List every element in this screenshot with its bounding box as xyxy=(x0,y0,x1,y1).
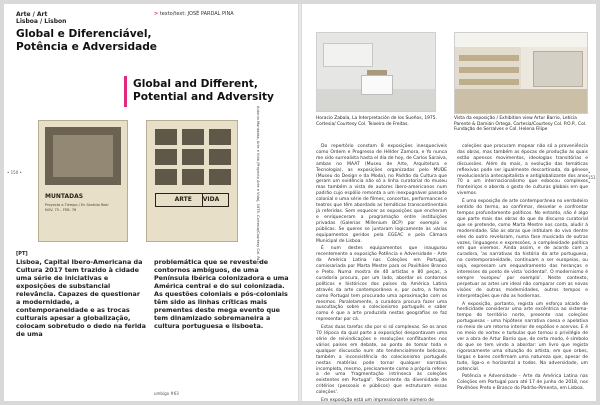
photo-floor xyxy=(455,89,587,113)
photo-shelf xyxy=(459,67,519,73)
artwork-photo xyxy=(45,127,121,185)
photo-window xyxy=(533,51,583,87)
title-english xyxy=(124,76,292,107)
photo-ceiling xyxy=(455,33,587,47)
photo-pedestal xyxy=(361,75,393,95)
photo-zabala-installation xyxy=(316,32,436,112)
magazine-spread xyxy=(4,4,596,404)
photo-caption-1: Horacio Zabala, La Interpretación de los Sueños, 1975. Cortesia/ Courtesy Col. Teixeira de Freitas. xyxy=(316,116,437,127)
vida-word: VIDA xyxy=(202,196,220,203)
section-line-1: Arte / Art xyxy=(16,11,48,18)
side-caption-text: Antonio Muntadas, Arte e Vida (Proyecto Arte e Vida), 1975. Cortesia/Courtesy Col. RLD xyxy=(256,106,260,264)
byline xyxy=(154,11,234,17)
body-paragraph: Estas duas tarefas são por si só complexas. Se os anos 70 (época da qual parte a exposição) despontavam uma série de reivindicações e resoluções conflituantes nos vários países em debate, ao ponto de tomar toda e qualquer discussão num ato tendencialmente belicoso, também a inconsistência do colecionismo português nestas matérias pode tornar qualquer narrativa incompleta, mesmo, precisamente como a própria refere: a de uma 'fragmentação intrínseca às coleções existentes em Portugal'. 'Recorrente da diversidade de critérios (pessoais e públicos) que estruturam essas coleções'. xyxy=(316,325,447,396)
body-paragraph: coleções que procuram mapear não só a proveniência das obras, mas também as épocas de produção às quais estão apensos movimentos, ideologias transitórias e discussões. Além do mais, a evolução das temáticas reflexivas pode ser igualmente descortinada, da génese revolucionária antecapitalista e antiglobalizante dos anos 70 a um internacionalismo que esbocou complexos fronteiriços e aborda o gosto de culturas globais em que vivemos. xyxy=(457,144,588,197)
lead-paragraph-pt: Lisboa, Capital Ibero-Americana da Cultura 2017 tem trazido à cidade uma série de iniciativas e exposições de substancial relevância. Capazes de questionar a modernidade, a contemporaneidade e as trocas culturais apesar a globalização, colocam sobretudo o dedo na ferida de uma xyxy=(16,258,146,338)
body-paragraph: Em exposição está um impressionante número de xyxy=(321,398,434,404)
arte-word: ARTE xyxy=(165,194,203,206)
lead-paragraph-continued: problemática que se reveste de contornos ambíguos, de uma Península Ibérica colonizadora e uma América central e do sul colonizada. As questões coloniais e pós-coloniais têm sido as linhas críticas mais prementes deste mega evento que tem dinamizado sobremaneira a cultura portuguesa e lisboeta. xyxy=(154,258,289,330)
body-paragraph: Do repertório constam 8 exposições inesquecíveis como Ordem e Progresso de Hélder Zamora, e Yo nunca me sido surrealista hasta el día de hoy, de Carlos Saraiva, ambas no MAAT (Museu de Arte, Arquitetura e Tecnologia), as exposições organizadas pelo MUDE (Museu do Design e da Moda), no Padrão da Cultura que geram um evidência não só a linha curatorial do museu mas também a vista de autores ibero-americanos num padrão cujo espólio remonta a um inexpugnável passado colonial e uma série de filmes, concertos, performances e teatros que têm abordado as temáticas transcontinentais já referidas. Sem esquecer as exposições que encheram e enriqueceram a programação entre instituições privadas (Galerias Millenium BCP) por exemplo e públicas. Se queres se juntaram logicamente às várias equipamentos geridos pela EGEAC e pela Câmara Municipal de Lisboa. xyxy=(316,144,448,244)
page-number-right-edge: • 151 • xyxy=(588,170,596,185)
page-number-left-edge: • 150 • xyxy=(7,170,22,175)
body-paragraph: É num destes equipamentos que inaugurou recentemente a exposição Potência e Adversidade - Arte da América Latina nas Coleções em Portugal, comissariada por Marta Mestre para os Pavilhões Branco e Preto. Numa mostra de 40 artistas e 80 peças, a curadoria procura, por um lado, abordar os contornos políticos e históricos dos países da América Latina através da arte contemporânea e, por outro, a forma como Portugal tem procurado uma aproximação com os mesmos. Paralelamente, a curadora procura fazer uma auscultação sobre o colecionismo português e saber como é que a arte produzida nestas geografias se faz representar por cá. xyxy=(316,246,447,323)
title-portuguese: Global e Diferenciável, Potência e Adversidade xyxy=(16,28,157,53)
title-english-line-1: Global and Different, xyxy=(133,78,258,90)
body-paragraph: É uma exposição de arte contemporânea no verdadeiro sentido do termo, ao confirmar, desvelar e confrontar tempos profundamente políticos. No entanto, não é algo que parte mais das obras do que do discurso curatorial que se pretende, como Marta Mestre nos conta, aludir à modernidade. São as obras que intitulam do vivo dentre eles do outro revelaram, numa fase musicada de outras vozes, linguagens e expressões, a complexidade política em que vivemos. Ainda assim, e de acordo com a curadora, 'as narrativas da história da arte portuguesa, na contemporaneidade, continuam a ser europeias, ou seja, expressam um enquadramento das heranças e interesses do ponto de vista 'ocidental'. O modernismo é sempre 'europeu' por exemplo'. Neste contexto, perpetuar as artes um ideal não comparar com as novas visões de outras modernidades, outros tempos e interpretações que não as hodiernas. xyxy=(457,199,588,299)
artwork-subtext: Proyecto a Tiempo / En Sentido Real NOV. 75 – FEB. 76 xyxy=(45,203,109,212)
right-page xyxy=(302,4,596,404)
language-tag: [PT] xyxy=(16,251,28,257)
photo-exhibition-view xyxy=(454,32,588,114)
artwork-photo-grid xyxy=(155,129,231,185)
body-column-2 xyxy=(457,144,588,394)
title-english-line-2: Potential and Adversity xyxy=(133,91,274,103)
side-caption xyxy=(252,106,260,264)
body-paragraph: A exposição, portanto, regista um esforço alcado de herdicidade considerar uma arte excêntrica ao sistema-tempo do território norte, presente nas coleções portuguesas - uma hipótese narrativa coesa e apelativa no meio de um retorno interior de espólios e acervos. E é no meio do vortex e turbulas que tornou o privilégio de ver a obra de Artur Barrio que, de certo modo, é símbolo do que se tem vindo a abordar: um livro que regista rigorosamente uma situação do artista, em que orbes, largas e bares confirmam uma natureza que, apesar de tudo, liga-o e horizontal a todos. Na adversidade, um potencial. xyxy=(457,301,588,372)
body-paragraph: Potência e Adversidade - Arte da América Latina nas Coleções em Portugal para até 17 de junho de 2018, nos Pavilhões Preto e Branco do Padrão-Pimenta, em Lisboa. xyxy=(457,374,588,392)
magazine-footer: umbigo #63 xyxy=(154,391,179,396)
section-line-2: Lisboa / Lisbon xyxy=(16,18,67,25)
artwork-label: MUNTADAS xyxy=(45,193,84,200)
photo-caption-2: Vista da exposição / Exhibition view Artur Barrio, Letícia Parente & Damián Ortega. Cortesia/Courtesy Col. P.O.P., Col. Fundação de Serralves e Col. Helena Filipe xyxy=(454,116,587,133)
byline-text: texto/text: JOSÉ PARDAL PINA xyxy=(159,11,234,17)
artwork-muntadas-poster xyxy=(38,120,128,242)
photo-shelf xyxy=(459,79,519,85)
arte-vida-box xyxy=(155,193,229,207)
photo-wall-frame xyxy=(323,43,373,67)
left-page xyxy=(4,4,298,401)
body-column-1 xyxy=(316,144,447,405)
byline-arrow-icon: > xyxy=(154,11,159,17)
section-heading xyxy=(16,11,136,25)
photo-shelf xyxy=(459,55,519,61)
artwork-arte-vida xyxy=(146,120,238,242)
